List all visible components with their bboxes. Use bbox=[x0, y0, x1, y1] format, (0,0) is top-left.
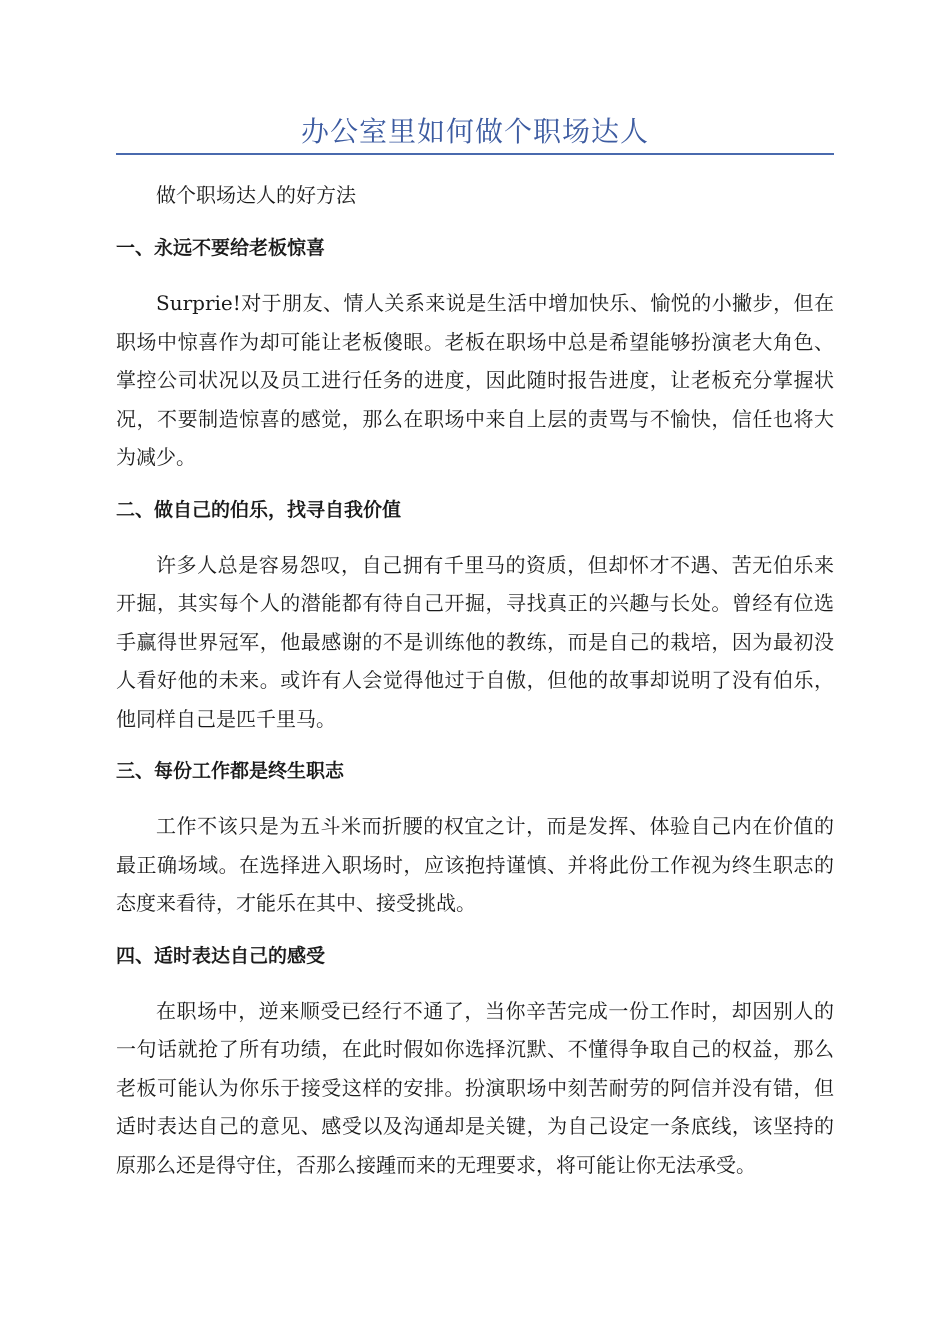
section-heading: 一、永远不要给老板惊喜 bbox=[116, 237, 326, 259]
section-paragraph: Surprie!对于朋友、情人关系来说是生活中增加快乐、愉悦的小撇步，但在职场中惊喜作为却可能让老板傻眼。老板在职场中总是希望能够扮演老大角色、掌控公司状况以及员工进行任务的进度，因此随时报告进度，让老板充分掌握状况，不要制造惊喜的感觉，那么在职场中来自上层的责骂与不愉快，信任也将大为减少。 bbox=[116, 291, 834, 469]
section-heading: 四、适时表达自己的感受 bbox=[116, 944, 326, 967]
section-paragraph: 许多人总是容易怨叹，自己拥有千里马的资质，但却怀才不遇、苦无伯乐来开掘，其实每个人的潜能都有待自己开掘，寻找真正的兴趣与长处。曾经有位选手赢得世界冠军，他最感谢的不是训练他的教练，而是自己的栽培，因为最初没人看好他的未来。或许有人会觉得他过于自傲，但他的故事却说明了没有伯乐，他同样自己是匹千里马。 bbox=[116, 552, 834, 731]
section-heading: 二、做自己的伯乐，找寻自我价值 bbox=[116, 498, 402, 521]
title-underline bbox=[116, 153, 834, 155]
document-title: 办公室里如何做个职场达人 bbox=[300, 115, 649, 148]
document-body bbox=[116, 176, 834, 1201]
section-paragraph: 在职场中，逆来顺受已经行不通了，当你辛苦完成一份工作时，却因别人的一句话就抢了所有功绩，在此时假如你选择沉默、不懂得争取自己的权益，那么老板可能认为你乐于接受这样的安排。扮演职场中刻苦耐劳的阿信并没有错，但适时表达自己的意见、感受以及沟通却是关键，为自己设定一条底线，该坚持的原那么还是得守住，否那么接踵而来的无理要求，将可能让你无法承受。 bbox=[116, 998, 834, 1177]
intro-paragraph: 做个职场达人的好方法 bbox=[156, 183, 356, 207]
section-paragraph: 工作不该只是为五斗米而折腰的权宜之计，而是发挥、体验自己内在价值的最正确场域。在选择进入职场时，应该抱持谨慎、并将此份工作视为终生职志的态度来看待，才能乐在其中、接受挑战。 bbox=[116, 814, 834, 915]
section-heading: 三、每份工作都是终生职志 bbox=[116, 760, 345, 782]
